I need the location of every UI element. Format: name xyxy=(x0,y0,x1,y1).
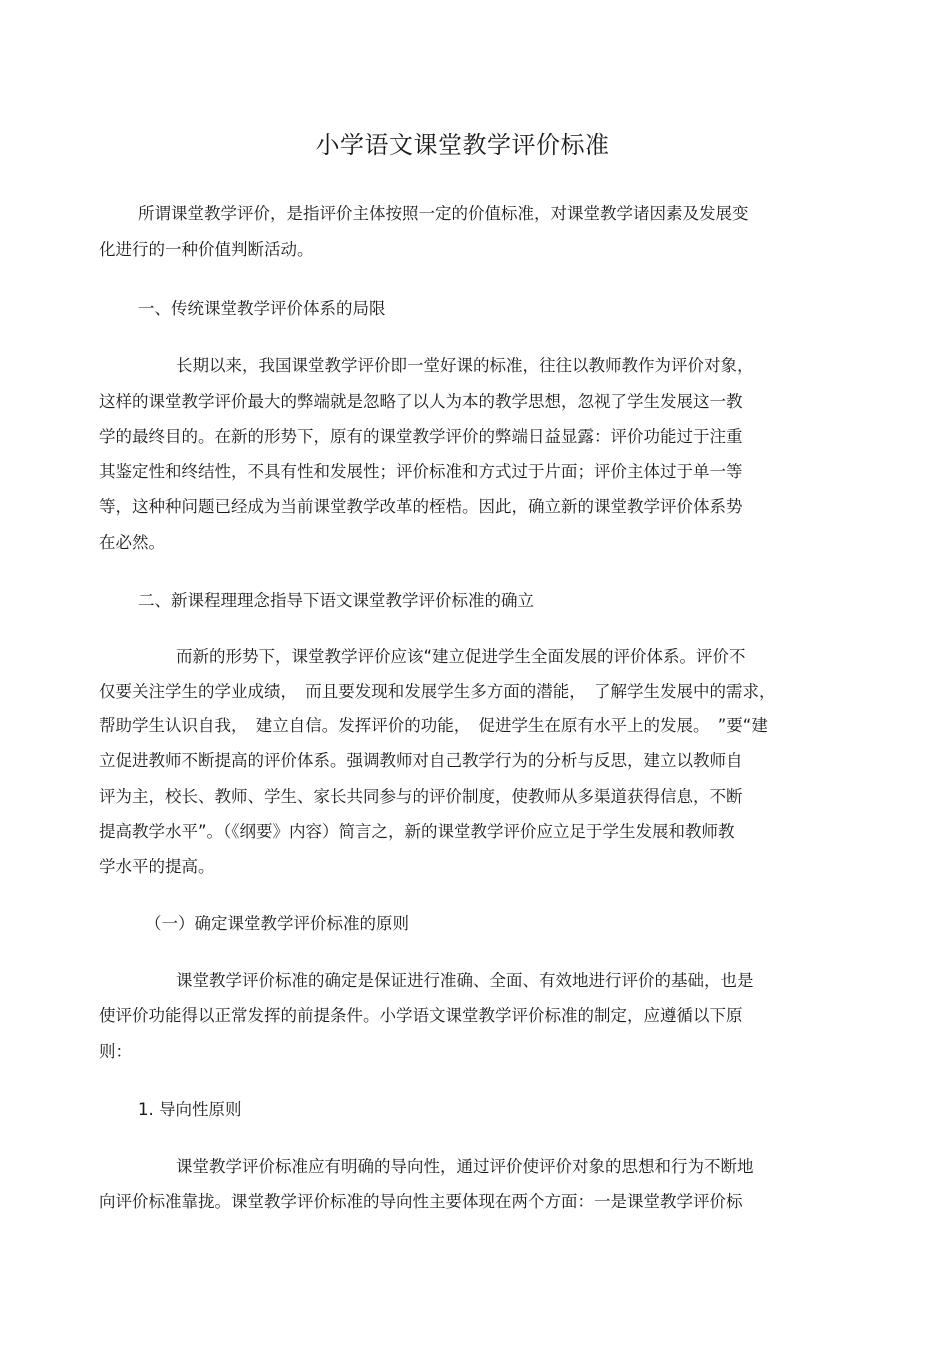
paragraph-line: 而新的形势下，课堂教学评价应该“建立促进学生全面发展的评价体系。评价不 xyxy=(176,647,746,666)
paragraph-line: 帮助学生认识自我， 建立自信。发挥评价的功能， 促进学生在原有水平上的发展。 ”要“建 xyxy=(99,716,768,735)
paragraph-line: 学水平的提高。 xyxy=(99,857,215,876)
paragraph-line: 在必然。 xyxy=(99,533,165,552)
paragraph-line: 课堂教学评价标准的确定是保证进行准确、全面、有效地进行评价的基础，也是 xyxy=(176,971,754,990)
paragraph-line: 立促进教师不断提高的评价体系。强调教师对自己教学行为的分析与反思，建立以教师自 xyxy=(99,751,743,770)
subsection-heading: （一）确定课堂教学评价标准的原则 xyxy=(145,914,409,933)
paragraph-line: 使评价功能得以正常发挥的前提条件。小学语文课堂教学评价标准的制定，应遵循以下原 xyxy=(99,1006,743,1025)
paragraph-line: 仅要关注学生的学业成绩， 而且要发现和发展学生多方面的潜能， 了解学生发展中的需求， xyxy=(99,682,776,701)
paragraph-line: 评为主，校长、教师、学生、家长共同参与的评价制度，使教师从多渠道获得信息，不断 xyxy=(99,787,743,806)
paragraph-line: 课堂教学评价标准应有明确的导向性，通过评价使评价对象的思想和行为不断地 xyxy=(176,1157,754,1176)
paragraph-line: 向评价标准靠拢。课堂教学评价标准的导向性主要体现在两个方面：一是课堂教学评价标 xyxy=(99,1192,743,1211)
intro-line: 所谓课堂教学评价，是指评价主体按照一定的价值标准，对课堂教学诸因素及发展变 xyxy=(138,204,749,223)
paragraph-line: 这样的课堂教学评价最大的弊端就是忽略了以人为本的教学思想，忽视了学生发展这一教 xyxy=(99,392,743,411)
paragraph-line: 等，这种种问题已经成为当前课堂教学改革的桎梏。因此，确立新的课堂教学评价体系势 xyxy=(99,497,743,516)
item-heading: 1. 导向性原则 xyxy=(138,1100,242,1119)
document-title: 小学语文课堂教学评价标准 xyxy=(315,131,610,159)
intro-line: 化进行的一种价值判断活动。 xyxy=(99,240,314,259)
paragraph-line: 学的最终目的。在新的形势下，原有的课堂教学评价的弊端日益显露：评价功能过于注重 xyxy=(99,427,743,446)
paragraph-line: 其鉴定性和终结性，不具有性和发展性；评价标准和方式过于片面；评价主体过于单一等 xyxy=(99,462,743,481)
section-heading: 二、新课程理理念指导下语文课堂教学评价标准的确立 xyxy=(138,591,534,610)
paragraph-line: 长期以来，我国课堂教学评价即一堂好课的标准，往往以教师教作为评价对象， xyxy=(176,356,754,375)
section-heading: 一、传统课堂教学评价体系的局限 xyxy=(138,299,386,318)
paragraph-line: 提高教学水平”。（《纲要》内容）简言之，新的课堂教学评价应立足于学生发展和教师教 xyxy=(99,822,735,841)
paragraph-line: 则： xyxy=(99,1042,132,1061)
